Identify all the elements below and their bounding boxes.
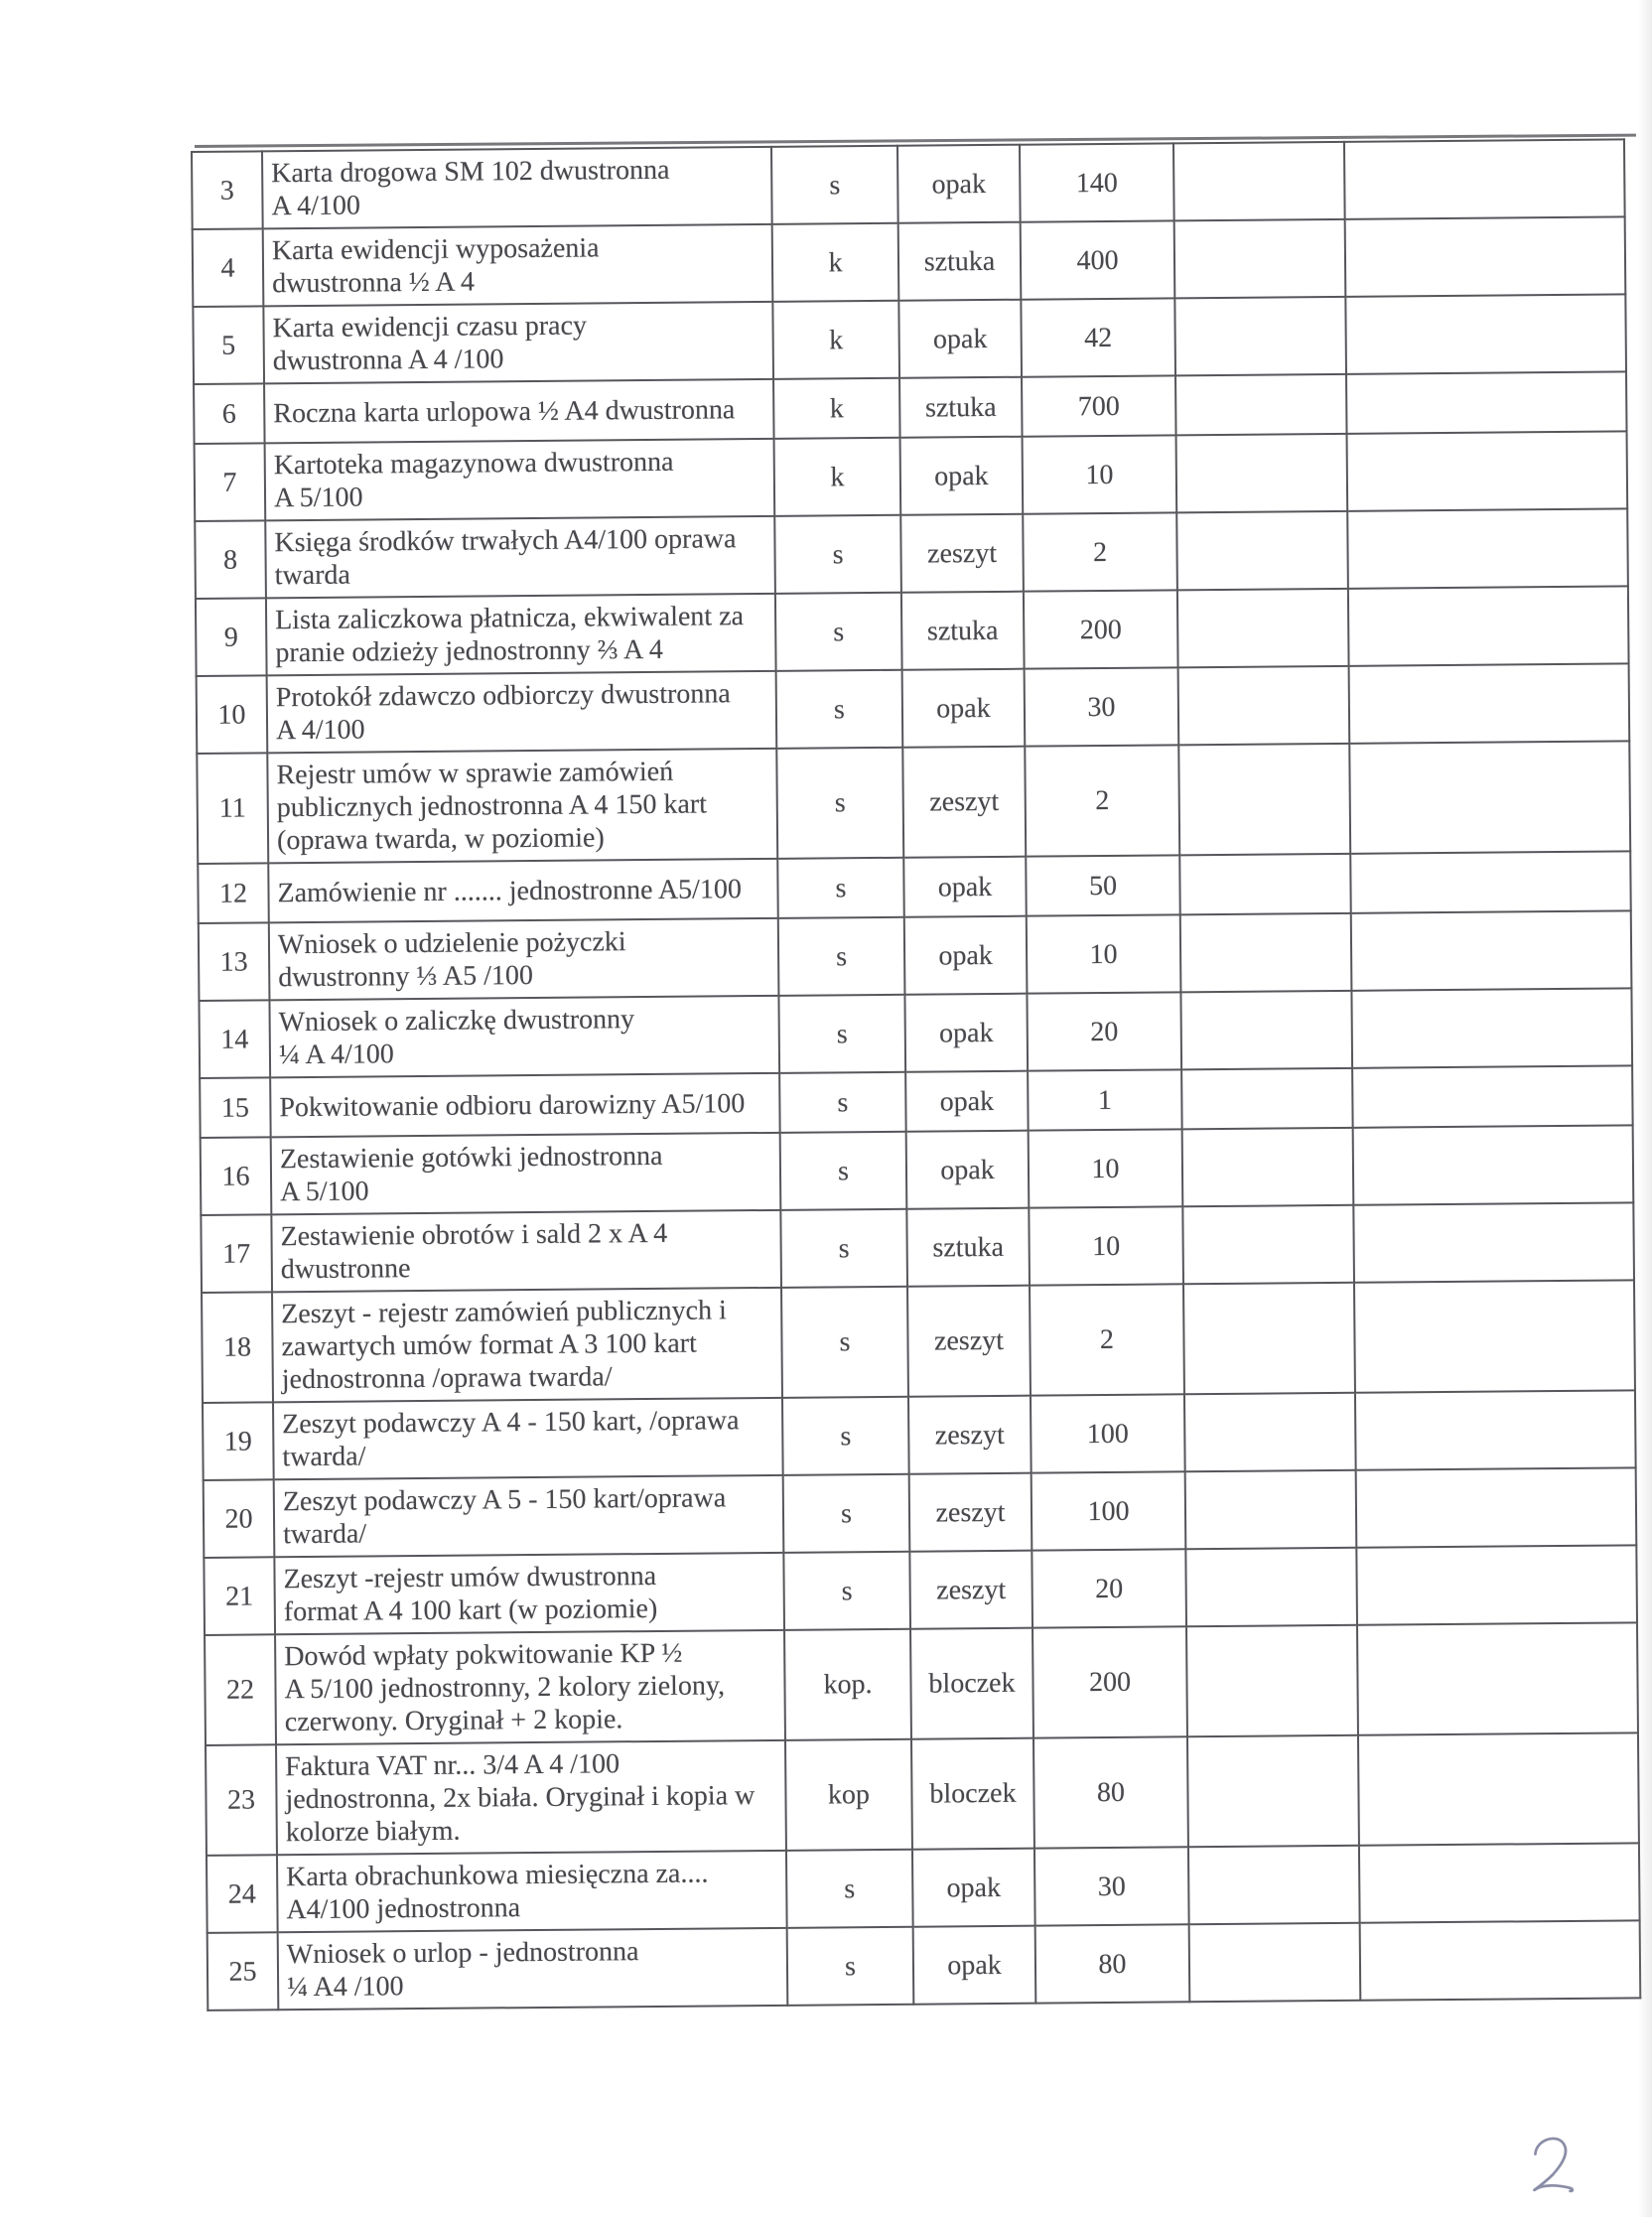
quantity-cell: 20 [1032,1549,1186,1627]
unit-cell: opak [905,1071,1029,1132]
empty-cell [1360,1920,1641,2000]
unit-cell: opak [903,857,1027,917]
code-cell: s [776,670,903,749]
unit-cell: opak [906,1131,1030,1209]
empty-cell [1356,1467,1637,1547]
unit-cell: opak [904,994,1028,1072]
unit-cell: sztuka [899,377,1023,438]
empty-cell [1180,913,1352,992]
unit-cell: opak [900,437,1024,515]
row-number-cell: 3 [192,151,263,229]
description-cell: Wniosek o urlop - jednostronna ¼ A4 /100 [278,1928,788,2009]
empty-cell [1357,1622,1638,1734]
code-cell: s [778,917,905,996]
quantity-cell: 80 [1033,1736,1188,1848]
empty-cell [1176,511,1348,590]
empty-cell [1173,142,1345,220]
unit-cell: zeszyt [907,1286,1031,1397]
row-number-cell: 8 [195,520,266,599]
quantity-cell: 10 [1027,914,1181,993]
description-cell: Dowód wpłaty pokwitowanie KP ½ A 5/100 jednostronny, 2 kolory zielony, czerwony. Oryginał + 2 kopie. [275,1630,785,1744]
quantity-cell: 30 [1034,1847,1189,1925]
code-cell: k [772,223,899,302]
row-number-cell: 22 [205,1634,276,1745]
description-cell: Zeszyt podawczy A 5 - 150 kart/oprawa twarda/ [274,1475,784,1557]
quantity-cell: 20 [1027,992,1181,1070]
empty-cell [1354,1280,1635,1392]
table-row [199,988,1632,1078]
row-number-cell: 4 [193,228,264,307]
unit-cell: zeszyt [902,747,1026,858]
empty-cell [1350,851,1631,912]
code-cell: s [780,1209,907,1288]
quantity-cell: 10 [1029,1206,1183,1285]
empty-cell [1355,1390,1636,1469]
table-row [196,586,1629,676]
table-row [207,1920,1641,2010]
table-row [201,1125,1634,1215]
row-number-cell: 13 [199,922,270,1001]
supplies-table [191,138,1641,2011]
empty-cell [1182,1205,1354,1284]
description-cell: Zeszyt -rejestr umów dwustronna format A 4 100 kart (w poziomie) [274,1553,784,1634]
table-row [193,294,1626,384]
description-cell: Zeszyt - rejestr zamówień publicznych i zawartych umów format A 3 100 kart jednostronna /oprawa twarda/ [272,1288,782,1402]
code-cell: s [771,146,898,224]
empty-cell [1346,371,1627,433]
row-number-cell: 14 [199,1000,270,1078]
row-number-cell: 5 [193,306,264,384]
quantity-cell: 1 [1028,1069,1182,1130]
empty-cell [1352,1065,1633,1127]
code-cell: k [773,378,900,439]
unit-cell: opak [904,916,1028,995]
empty-cell [1188,1846,1360,1924]
empty-cell [1186,1625,1358,1736]
quantity-cell: 80 [1035,1924,1190,2003]
quantity-cell: 140 [1020,143,1174,221]
quantity-cell: 200 [1024,590,1178,668]
page-number-value [1527,2133,1579,2194]
description-cell: Karta obrachunkowa miesięczna za.... A4/100 jednostronna [277,1851,787,1932]
empty-cell [1356,1545,1637,1624]
table-row [202,1280,1635,1403]
row-number-cell: 18 [202,1292,273,1403]
row-number-cell: 16 [201,1137,272,1215]
code-cell: s [781,1287,908,1398]
empty-cell [1185,1548,1357,1626]
table-row [197,741,1630,864]
table-row [204,1545,1637,1635]
description-cell: Księga środków trwałych A4/100 oprawa twarda [265,516,775,598]
table-row [206,1732,1639,1856]
description-cell: Karta ewidencji czasu pracy dwustronna A 4 /100 [263,302,773,383]
row-number-cell: 25 [207,1932,279,2010]
paper-edge-shade [1638,0,1652,2217]
unit-cell: sztuka [906,1208,1030,1287]
empty-cell [1187,1735,1359,1847]
empty-cell [1353,1202,1634,1282]
code-cell: s [783,1474,910,1553]
empty-cell [1183,1283,1355,1394]
row-number-cell: 20 [204,1479,275,1558]
empty-cell [1351,910,1632,990]
row-number-cell: 21 [204,1557,275,1635]
description-cell: Kartoteka magazynowa dwustronna A 5/100 [265,439,775,520]
quantity-cell: 10 [1029,1129,1183,1207]
unit-cell: zeszyt [900,514,1024,593]
quantity-cell: 10 [1023,435,1177,513]
empty-cell [1184,1393,1356,1471]
unit-cell: sztuka [898,222,1022,301]
empty-cell [1182,1128,1354,1206]
table-row [204,1467,1637,1558]
unit-cell: bloczek [910,1628,1033,1739]
row-number-cell: 6 [194,383,265,444]
quantity-cell: 2 [1025,745,1179,856]
code-cell: s [782,1397,909,1475]
empty-cell [1177,589,1349,667]
empty-cell [1344,139,1625,218]
table-row [193,216,1626,307]
empty-cell [1345,216,1626,296]
description-cell: Zamówienie nr ....... jednostronne A5/100 [268,859,778,922]
unit-cell: opak [902,669,1026,748]
table-row [205,1622,1638,1745]
quantity-cell: 100 [1031,1394,1185,1472]
empty-cell [1347,431,1628,510]
quantity-cell: 50 [1026,855,1180,915]
row-number-cell: 10 [197,675,268,754]
table-row [199,910,1632,1001]
row-number-cell: 24 [206,1855,278,1933]
code-cell: s [778,995,905,1073]
code-cell: s [780,1132,907,1210]
unit-cell: zeszyt [909,1473,1032,1552]
empty-cell [1351,988,1632,1067]
description-cell: Zeszyt podawczy A 4 - 150 kart, /oprawa twarda/ [273,1398,783,1479]
description-cell: Protokół zdawczo odbiorczy dwustronna A 4/100 [267,671,777,753]
empty-cell [1179,854,1351,914]
empty-cell [1174,219,1346,298]
row-number-cell: 12 [198,863,269,923]
quantity-cell: 30 [1025,667,1179,746]
code-cell: s [786,1850,913,1928]
unit-cell: zeszyt [908,1396,1032,1474]
row-number-cell: 23 [206,1744,277,1856]
table-row [195,431,1628,521]
table-row [195,508,1628,599]
quantity-cell: 42 [1021,298,1175,376]
empty-cell [1185,1470,1357,1549]
items-table-body [192,139,1640,2010]
empty-cell [1359,1843,1640,1922]
code-cell: kop [785,1739,912,1851]
unit-cell: opak [897,145,1021,223]
unit-cell: opak [912,1849,1035,1927]
empty-cell [1181,1068,1353,1129]
empty-cell [1347,508,1628,588]
description-cell: Zestawienie obrotów i sald 2 x A 4 dwustronne [271,1210,781,1292]
quantity-cell: 200 [1032,1626,1187,1737]
code-cell: kop. [784,1629,911,1740]
description-cell: Zestawienie gotówki jednostronna A 5/100 [271,1133,781,1214]
empty-cell [1176,434,1348,512]
description-cell: Roczna karta urlopowa ½ A4 dwustronna [264,379,774,443]
row-number-cell: 11 [197,753,268,864]
row-number-cell: 19 [203,1402,274,1480]
description-cell: Wniosek o udzielenie pożyczki dwustronny ⅓ A5 /100 [269,918,779,1000]
empty-cell [1349,741,1630,853]
empty-cell [1353,1125,1634,1204]
empty-cell [1175,374,1347,435]
unit-cell: zeszyt [909,1551,1032,1629]
empty-cell [1358,1732,1639,1845]
description-cell: Karta drogowa SM 102 dwustronna A 4/100 [262,147,772,228]
empty-cell [1174,297,1346,375]
table-row [201,1202,1634,1293]
quantity-cell: 400 [1021,220,1175,299]
code-cell: k [772,301,899,379]
handwritten-page-number [1527,2133,1579,2194]
table-row [197,663,1630,754]
description-cell: Rejestr umów w sprawie zamówień publicznych jednostronna A 4 150 kart (oprawa twarda, w poziomie) [267,749,777,863]
empty-cell [1189,1923,1361,2002]
unit-cell: opak [898,300,1022,378]
table-row [203,1390,1636,1480]
description-cell: Pokwitowanie odbioru darowizny A5/100 [270,1073,780,1137]
code-cell: s [777,858,904,918]
table-row [206,1843,1640,1933]
description-cell: Lista zaliczkowa płatnicza, ekwiwalent za pranie odzieży jednostronny ⅔ A 4 [266,594,776,675]
quantity-cell: 2 [1030,1284,1184,1395]
row-number-cell: 9 [196,598,267,676]
code-cell: s [776,748,903,859]
code-cell: k [774,438,901,516]
description-cell: Karta ewidencji wyposażenia dwustronna ½ A 4 [263,224,773,306]
unit-cell: opak [913,1926,1036,2005]
row-number-cell: 7 [195,443,266,521]
description-cell: Faktura VAT nr... 3/4 A 4 /100 jednostronna, 2x biała. Oryginał i kopia w kolorze białym. [276,1740,786,1855]
quantity-cell: 100 [1032,1471,1186,1550]
quantity-cell: 2 [1023,512,1177,591]
empty-cell [1345,294,1626,373]
empty-cell [1178,666,1350,745]
code-cell: s [775,593,902,671]
row-number-cell: 15 [200,1077,271,1138]
code-cell: s [774,515,901,594]
code-cell: s [779,1072,906,1133]
description-cell: Wniosek o zaliczkę dwustronny ¼ A 4/100 [269,996,779,1077]
empty-cell [1348,586,1629,665]
empty-cell [1349,663,1630,743]
unit-cell: bloczek [911,1738,1034,1850]
empty-cell [1180,991,1352,1069]
row-number-cell: 17 [201,1214,272,1293]
code-cell: s [787,1927,914,2006]
empty-cell [1178,744,1350,855]
code-cell: s [783,1552,910,1630]
quantity-cell: 700 [1022,375,1176,436]
table-row [192,139,1625,229]
unit-cell: sztuka [901,592,1025,670]
